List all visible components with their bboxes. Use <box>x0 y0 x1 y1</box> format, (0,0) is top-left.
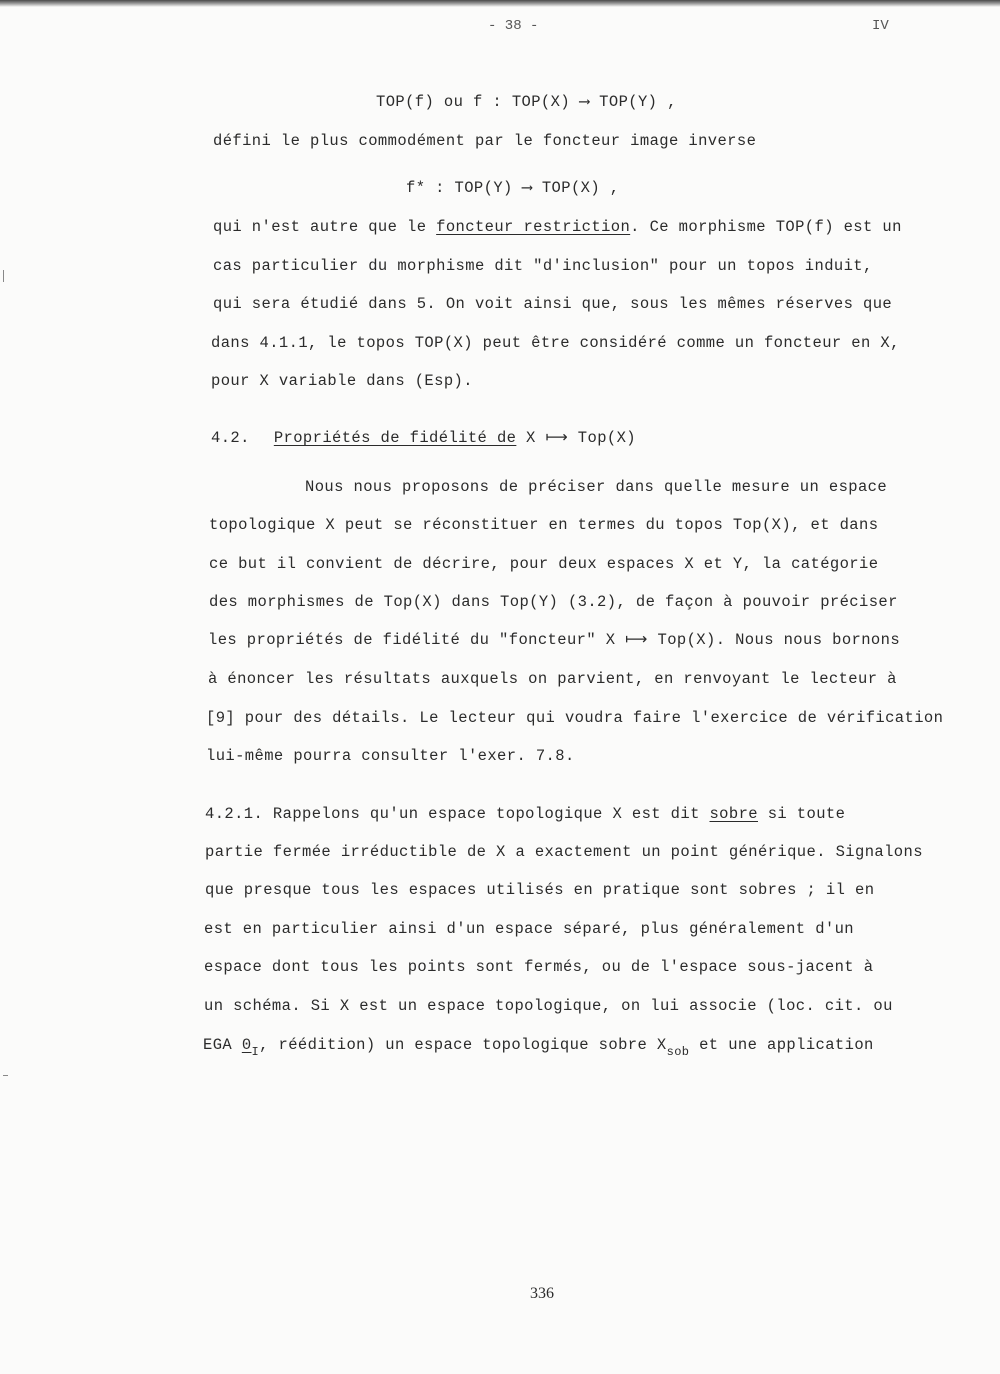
text-line: [9] pour des détails. Le lecteur qui voudra faire l'exercice de vérification <box>206 709 944 727</box>
scan-edge-mark <box>3 270 4 282</box>
text-line: des morphismes de Top(X) dans Top(Y) (3.2), de façon à pouvoir préciser <box>209 593 898 611</box>
text-line: les propriétés de fidélité du "foncteur" X ⟼ Top(X). Nous nous bornons <box>208 631 901 649</box>
page-mark: - 38 - <box>488 18 539 34</box>
text-line: à énoncer les résultats auxquels on parvient, en renvoyant le lecteur à <box>208 670 897 688</box>
chapter-number: IV <box>872 18 889 34</box>
text-line: ce but il convient de décrire, pour deux espaces X et Y, la catégorie <box>209 555 879 573</box>
text-line: partie fermée irréductible de X a exactement un point générique. Signalons <box>205 843 923 861</box>
text-line: Nous nous proposons de préciser dans quelle mesure un espace <box>305 478 888 496</box>
text-line: défini le plus commodément par le foncteur image inverse <box>213 132 757 150</box>
text-line: EGA $0_I$, réédition) un espace topologique sobre $X_{sob}$ et une application <box>203 1036 874 1059</box>
text-line: cas particulier du morphisme dit "d'inclusion" pour un topos induit, <box>213 257 873 275</box>
text-line: un schéma. Si X est un espace topologique, on lui associe (loc. cit. ou <box>204 997 893 1015</box>
text-line: 4.2.1. Rappelons qu'un espace topologique X est dit sobre si toute <box>205 805 846 823</box>
text-line: topologique X peut se réconstituer en termes du topos Top(X), et dans <box>209 516 879 534</box>
underlined-term: foncteur restriction <box>436 218 631 236</box>
text-line: que presque tous les espaces utilisés en pratique sont sobres ; il en <box>205 881 875 899</box>
text-line: pour X variable dans (Esp). <box>211 372 473 390</box>
text-line: qui sera étudié dans 5. On voit ainsi que, sous les mêmes réserves que <box>213 295 893 313</box>
scan-top-border <box>0 0 1000 7</box>
text-line: qui n'est autre que le foncteur restriction. Ce morphisme TOP(f) est un <box>213 218 902 236</box>
scan-edge-mark <box>3 1075 8 1076</box>
page-number: 336 <box>530 1285 554 1302</box>
ega-volume: 0 <box>241 1036 252 1054</box>
formula-line: TOP(f) ou f : TOP(X) ⟶ TOP(Y) , <box>376 93 677 111</box>
text-line: dans 4.1.1, le topos TOP(X) peut être considéré comme un foncteur en X, <box>211 334 900 352</box>
text-line: lui-même pourra consulter l'exer. 7.8. <box>206 747 575 765</box>
underlined-term: sobre <box>709 805 758 823</box>
text-line: est en particulier ainsi d'un espace séparé, plus généralement d'un <box>204 920 855 938</box>
section-heading: 4.2. Propriétés de fidélité de X ⟼ Top(X) <box>211 429 636 447</box>
text-line: espace dont tous les points sont fermés, ou de l'espace sous-jacent à <box>204 958 874 976</box>
section-title: Propriétés de fidélité de <box>273 429 517 447</box>
formula-line: f* : TOP(Y) ⟶ TOP(X) , <box>406 179 620 197</box>
